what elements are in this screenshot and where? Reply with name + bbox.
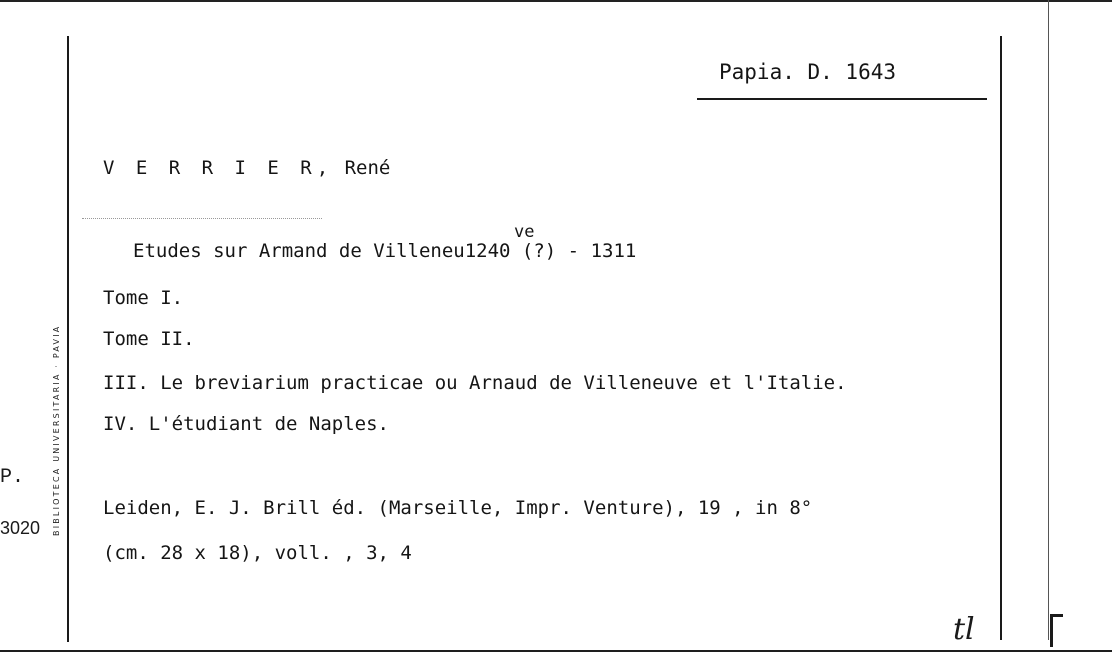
- imprint-line: Leiden, E. J. Brill éd. (Marseille, Impr. Venture), 19 , in 8°: [103, 497, 813, 519]
- card-bottom-border: [0, 650, 1112, 652]
- side-inventory-number: 3020: [0, 518, 41, 538]
- scan-noise: [82, 218, 322, 219]
- call-number-underline: [697, 98, 987, 100]
- author-forename: René: [344, 157, 391, 179]
- author-heading: [103, 157, 390, 179]
- work-title: [133, 240, 636, 262]
- left-margin-rule: [67, 36, 69, 642]
- right-margin-rule: [1000, 36, 1002, 640]
- library-stamp: BIBLIOTECA UNIVERSITARIA · PAVIA: [52, 324, 61, 536]
- card-top-border: [0, 0, 1112, 2]
- author-surname: V E R R I E R,: [103, 157, 334, 179]
- handwritten-mark: tl: [953, 612, 975, 647]
- volume-line: Tome I.: [103, 287, 184, 309]
- title-suffix: 1240 (?) - 1311: [464, 240, 637, 262]
- volume-line: IV. L'étudiant de Naples.: [103, 413, 389, 435]
- card-edge-line: [1048, 0, 1049, 640]
- physical-description: (cm. 28 x 18), voll. , 3, 4: [103, 542, 412, 564]
- volume-line: III. Le breviarium practicae ou Arnaud de Villeneuve et l'Italie.: [103, 372, 847, 394]
- title-prefix: Etudes sur Armand de Villeneu: [133, 240, 465, 262]
- volume-line: Tome II.: [103, 328, 195, 350]
- side-letter: P.: [0, 466, 25, 489]
- title-superscript: ve: [514, 222, 535, 242]
- edge-mark-icon: [1050, 614, 1063, 647]
- call-number: Papia. D. 1643: [719, 60, 897, 84]
